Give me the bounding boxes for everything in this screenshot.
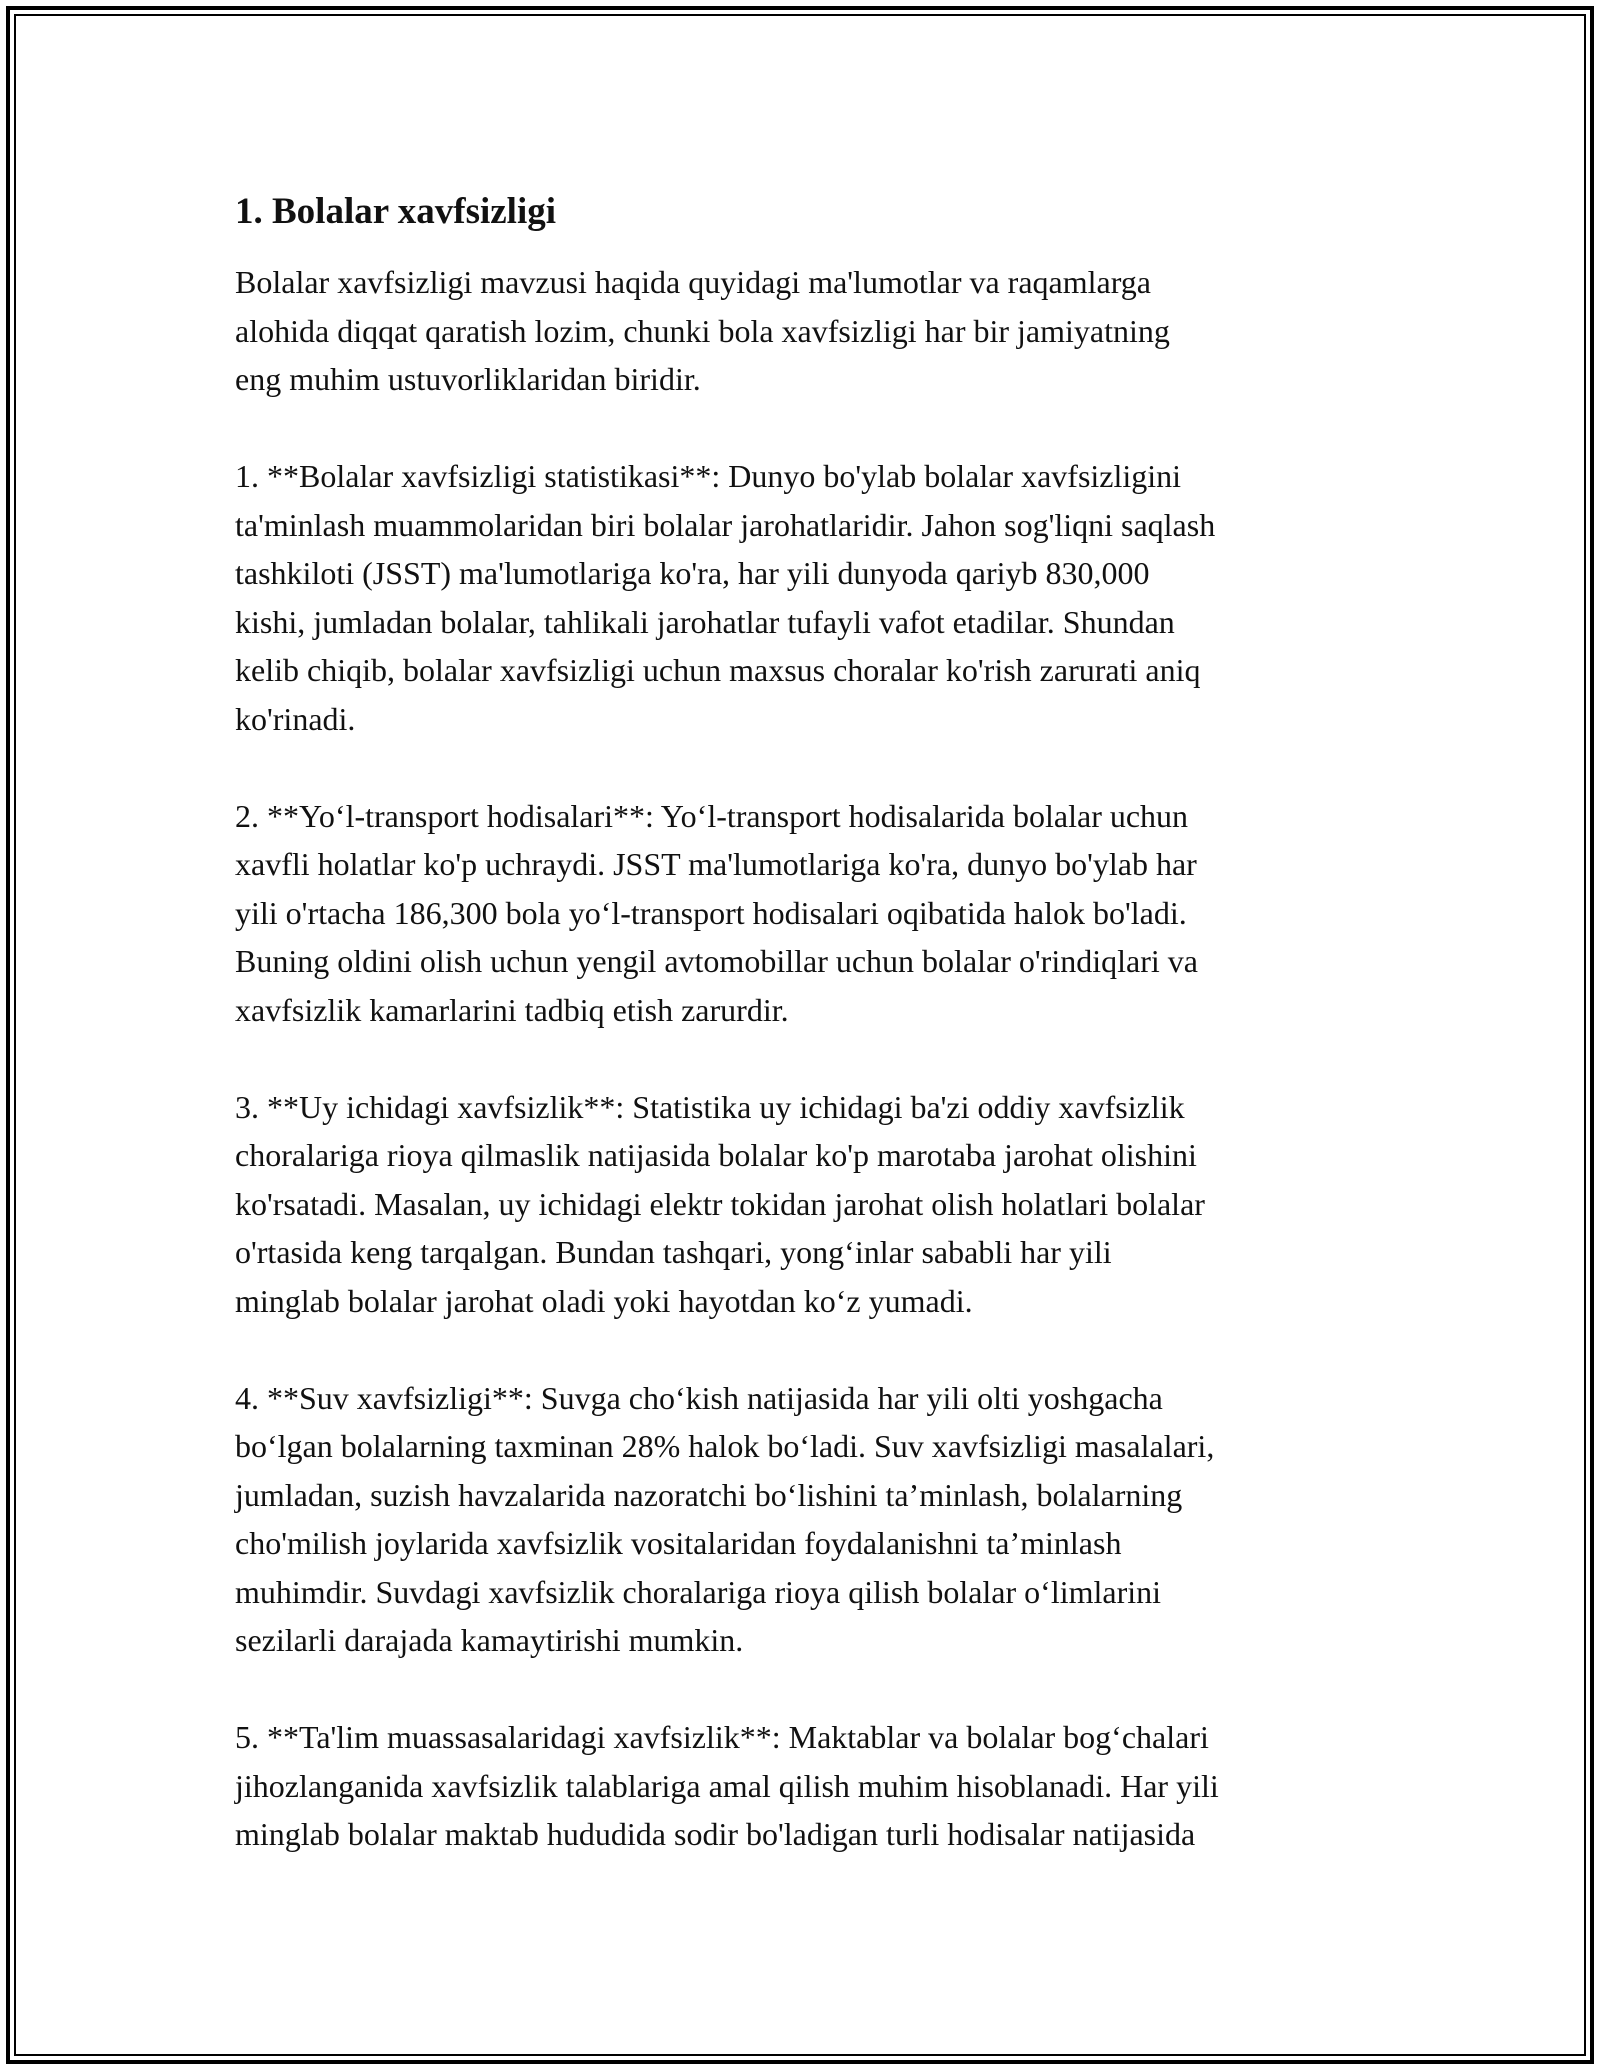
text-line: yili o'rtacha 186,300 bola yo‘l-transport hodisalari oqibatida halok bo'ladi.: [235, 894, 1187, 931]
text-line: ko'rinadi.: [235, 700, 356, 737]
document-title: 1. Bolalar xavfsizligi: [235, 191, 557, 232]
text-line: cho'milish joylarida xavfsizlik vositalaridan foydalanishni ta’minlash: [235, 1525, 1122, 1561]
text-line: 5. **Ta'lim muassasalaridagi xavfsizlik**: Maktablar va bolalar bog‘chalari: [235, 1719, 1209, 1755]
text-line: 3. **Uy ichidagi xavfsizlik**: Statistika uy ichidagi ba'zi oddiy xavfsizlik: [235, 1088, 1185, 1125]
text-line: eng muhim ustuvorliklaridan biridir.: [235, 361, 701, 397]
text-line: kelib chiqib, bolalar xavfsizligi uchun maxsus choralar ko'rish zarurati aniq: [235, 652, 1201, 688]
section-education-safety-paragraph: [235, 1713, 1375, 1859]
text-line: 4. **Suv xavfsizligi**: Suvga cho‘kish natijasida har yili olti yoshgacha: [235, 1379, 1163, 1416]
section-water-safety-paragraph: [235, 1374, 1375, 1665]
text-line: o'rtasida keng tarqalgan. Bundan tashqari, yong‘inlar sababli har yili: [235, 1234, 1112, 1270]
text-line: minglab bolalar maktab hududida sodir bo'ladigan turli hodisalar natijasida: [235, 1816, 1196, 1852]
text-line: 2. **Yo‘l-transport hodisalari**: Yo‘l-transport hodisalarida bolalar uchun: [235, 797, 1189, 834]
text-line: alohida diqqat qaratish lozim, chunki bola xavfsizligi har bir jamiyatning: [235, 312, 1170, 349]
text-line: bo‘lgan bolalarning taxminan 28% halok bo‘ladi. Suv xavfsizligi masalalari,: [235, 1428, 1215, 1464]
text-line: sezilarli darajada kamaytirishi mumkin.: [235, 1622, 744, 1658]
text-line: kishi, jumladan bolalar, tahlikali jarohatlar tufayli vafot etadilar. Shundan: [235, 603, 1175, 640]
text-line: Bolalar xavfsizligi mavzusi haqida quyidagi ma'lumotlar va raqamlarga: [235, 264, 1151, 300]
section-home-safety-paragraph: [235, 1083, 1375, 1326]
text-line: ta'minlash muammolaridan biri bolalar jarohatlaridir. Jahon sog'liqni saqlash: [235, 506, 1216, 543]
text-line: minglab bolalar jarohat oladi yoki hayotdan ko‘z yumadi.: [235, 1282, 973, 1319]
text-line: ko'rsatadi. Masalan, uy ichidagi elektr tokidan jarohat olish holatlari bolalar: [235, 1185, 1205, 1222]
text-line: jihozlanganida xavfsizlik talablariga amal qilish muhim hisoblanadi. Har yili: [235, 1767, 1219, 1804]
text-line: jumladan, suzish havzalarida nazoratchi bo‘lishini ta’minlash, bolalarning: [235, 1476, 1183, 1513]
document-body: [235, 188, 1375, 1907]
text-line: 1. **Bolalar xavfsizligi statistikasi**: Dunyo bo'ylab bolalar xavfsizligini: [235, 458, 1182, 494]
text-line: xavfsizlik kamarlarini tadbiq etish zarurdir.: [235, 991, 789, 1028]
text-line: tashkiloti (JSST) ma'lumotlariga ko'ra, har yili dunyoda qariyb 830,000: [235, 555, 1150, 591]
text-line: muhimdir. Suvdagi xavfsizlik choralariga rioya qilish bolalar o‘limlarini: [235, 1573, 1162, 1610]
text-line: choralariga rioya qilmaslik natijasida bolalar ko'p marotaba jarohat olishini: [235, 1137, 1197, 1173]
text-line: Buning oldini olish uchun yengil avtomobillar uchun bolalar o'rindiqlari va: [235, 943, 1198, 979]
section-road-accidents-paragraph: [235, 792, 1375, 1035]
section-statistics-paragraph: [235, 452, 1375, 743]
intro-paragraph: [235, 258, 1375, 404]
text-line: xavfli holatlar ko'p uchraydi. JSST ma'lumotlariga ko'ra, dunyo bo'ylab har: [235, 846, 1197, 882]
